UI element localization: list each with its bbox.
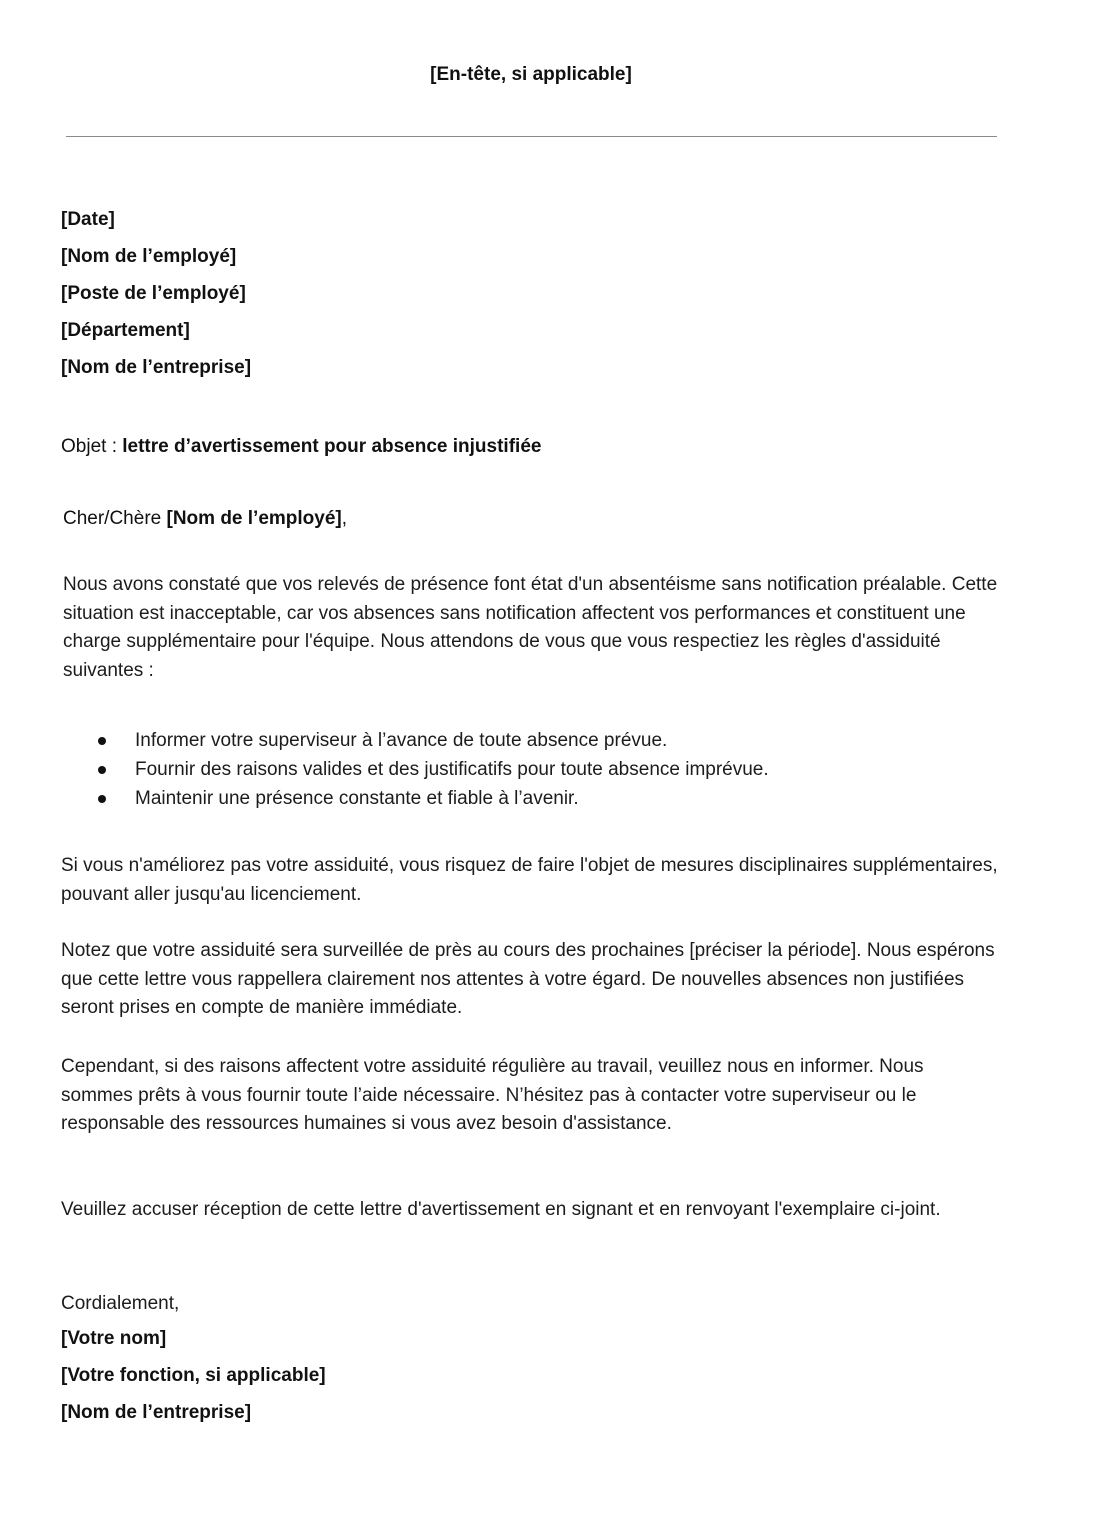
sender-company-placeholder: [Nom de l’entreprise] — [61, 1402, 252, 1423]
signature-block — [61, 1328, 1011, 1439]
attendance-rules-list — [96, 726, 976, 813]
body-paragraph-2: Si vous n'améliorez pas votre assiduité, vous risquez de faire l'objet de mesures disciplinaires supplémentaires, pouvant aller jusqu'au licenciement. — [61, 855, 998, 905]
closing-salutation: Cordialement, — [61, 1293, 180, 1314]
body-paragraph-4: Cependant, si des raisons affectent votre assiduité régulière au travail, veuillez nous en informer. Nous sommes prêts à vous fournir toute l’aide nécessaire. N’hésitez pas à contacter votre superviseur ou le responsable des ressources humaines si vous avez besoin d'assistance. — [61, 1056, 924, 1134]
letterhead-title: [En-tête, si applicable] — [430, 64, 632, 85]
greeting-prefix: Cher/Chère — [63, 508, 167, 529]
greeting-name: [Nom de l’employé] — [166, 508, 342, 529]
greeting-line — [63, 504, 1013, 533]
greeting-suffix: , — [341, 508, 348, 529]
sender-title-placeholder: [Votre fonction, si applicable] — [61, 1365, 326, 1386]
recipient-block — [61, 209, 1011, 394]
department-placeholder: [Département] — [61, 320, 190, 341]
bullet-icon — [98, 737, 106, 745]
sender-name-placeholder: [Votre nom] — [61, 1328, 167, 1349]
header-divider — [66, 136, 997, 137]
list-item — [96, 726, 976, 755]
company-placeholder: [Nom de l’entreprise] — [61, 357, 252, 378]
subject-line — [61, 432, 1011, 461]
body-paragraph-3: Notez que votre assiduité sera surveillée de près au cours des prochaines [préciser la période]. Nous espérons que cette lettre vous rappellera clairement nos attentes à votre égard. De nouvelles absences non justifiées seront prises en compte de manière immédiate. — [61, 940, 995, 1018]
list-item-text: Maintenir une présence constante et fiable à l’avenir. — [135, 788, 579, 809]
body-paragraph-5: Veuillez accuser réception de cette lettre d'avertissement en signant et en renvoyant l'exemplaire ci-joint. — [61, 1199, 941, 1220]
subject-text: lettre d’avertissement pour absence injustifiée — [122, 436, 542, 457]
date-placeholder: [Date] — [61, 209, 115, 230]
employee-position-placeholder: [Poste de l’employé] — [61, 283, 246, 304]
bullet-icon — [98, 795, 106, 803]
list-item-text: Fournir des raisons valides et des justificatifs pour toute absence imprévue. — [135, 759, 769, 780]
list-item — [96, 755, 976, 784]
body-paragraph-1: Nous avons constaté que vos relevés de présence font état d'un absentéisme sans notification préalable. Cette situation est inacceptable, car vos absences sans notification affectent vos performances et constituent une charge supplémentaire pour l'équipe. Nous attendons de vous que vous respectiez les règles d'assiduité suivantes : — [63, 574, 998, 681]
list-item — [96, 784, 976, 813]
list-item-text: Informer votre superviseur à l’avance de toute absence prévue. — [135, 730, 668, 751]
employee-name-placeholder: [Nom de l’employé] — [61, 246, 237, 267]
bullet-icon — [98, 766, 106, 774]
subject-label: Objet : — [61, 436, 123, 457]
